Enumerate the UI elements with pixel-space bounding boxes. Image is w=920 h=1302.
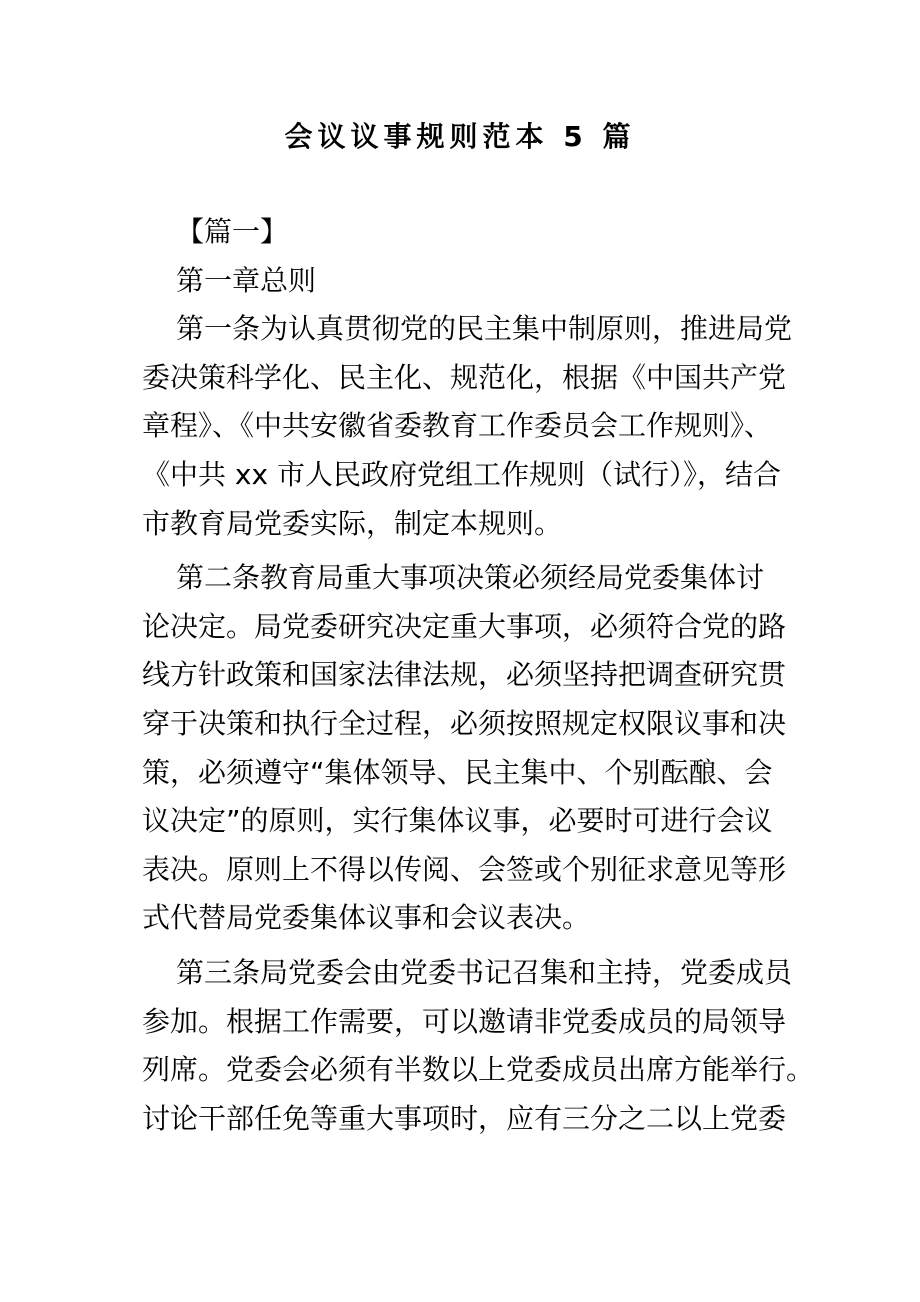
article-line: 论决定。局党委研究决定重大事项，必须符合党的路 <box>142 609 787 643</box>
article-line: 第一条为认真贯彻党的民主集中制原则，推进局党 <box>176 312 793 346</box>
article-1 <box>142 305 793 548</box>
document-body <box>142 208 815 1143</box>
article-line: 议决定”的原则，实行集体议事，必要时可进行会议 <box>142 804 773 838</box>
article-line: 策，必须遵守“集体领导、民主集中、个别酝酿、会 <box>142 755 773 789</box>
article-line: 委决策科学化、民主化、规范化，根据《中国共产党 <box>142 360 787 394</box>
section-label: 【篇一】 <box>176 215 289 248</box>
article-line: 列席。党委会必须有半数以上党委成员出席方能举行。 <box>142 1053 815 1087</box>
article-line: 式代替局党委集体议事和会议表决。 <box>142 901 591 935</box>
article-line: 线方针政策和国家法律法规，必须坚持把调查研究贯 <box>142 658 787 692</box>
article-line: 第三条局党委会由党委书记召集和主持，党委成员 <box>176 955 793 989</box>
article-line: 章程》、《中共安徽省委教育工作委员会工作规则》、 <box>142 409 773 443</box>
article-line: 穿于决策和执行全过程，必须按照规定权限议事和决 <box>142 706 787 740</box>
article-line: 表决。原则上不得以传阅、会签或个别征求意见等形 <box>142 852 787 886</box>
article-line: 讨论干部任免等重大事项时，应有三分之二以上党委 <box>142 1101 787 1135</box>
article-line: 《中共 xx 市人民政府党组工作规则（试行）》，结合 <box>142 457 781 491</box>
article-line: 第二条教育局重大事项决策必须经局党委集体讨 <box>176 561 765 595</box>
chapter-heading: 第一章总则 <box>176 263 317 297</box>
document-title: 会议议事规则范本 5 篇 <box>284 120 636 153</box>
article-line: 市教育局党委实际，制定本规则。 <box>142 506 563 540</box>
article-2 <box>142 554 787 943</box>
article-line: 参加。根据工作需要，可以邀请非党委成员的局领导 <box>142 1004 787 1038</box>
article-3 <box>142 949 815 1143</box>
